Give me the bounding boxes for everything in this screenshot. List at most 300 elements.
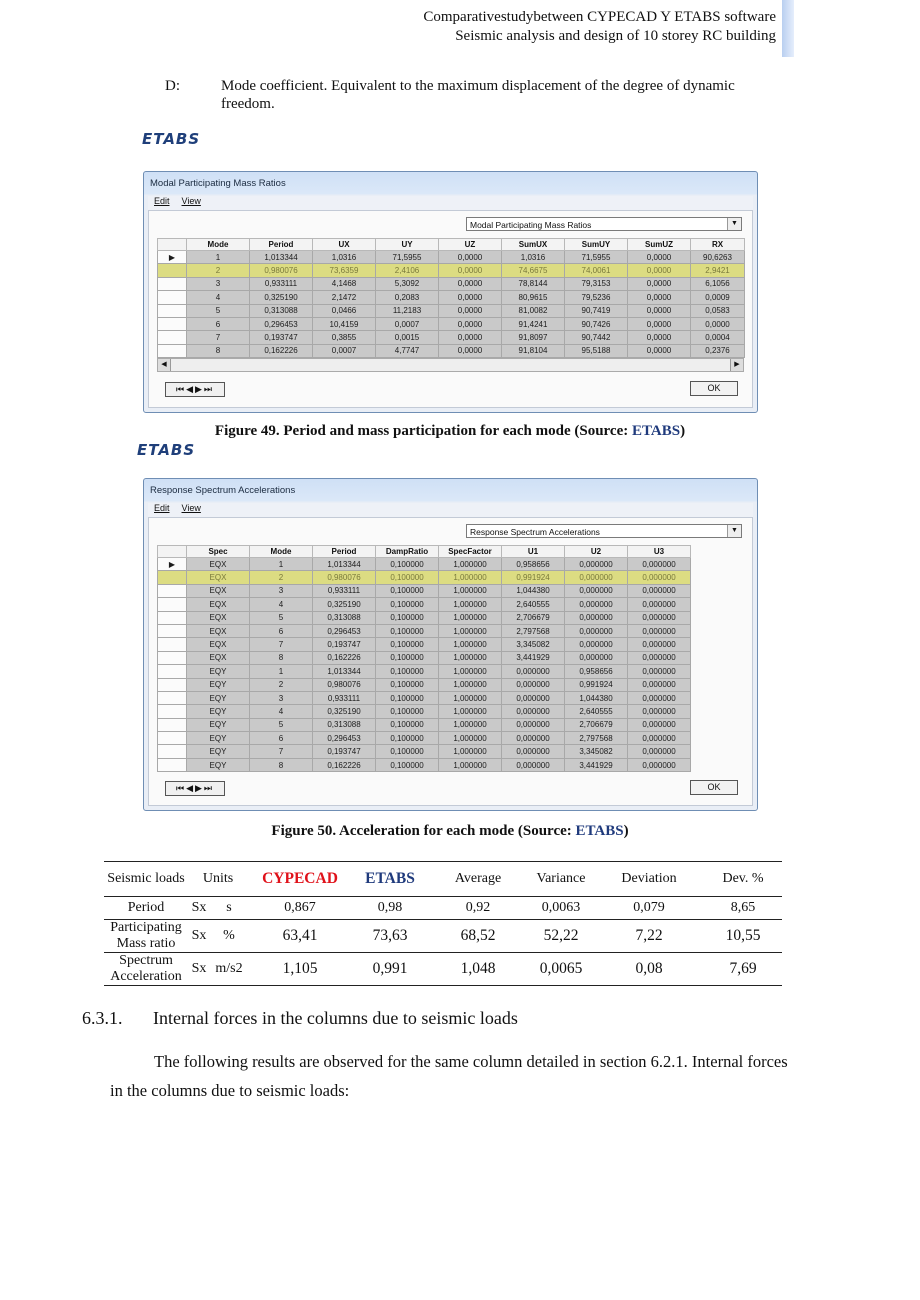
table-cell: 0,100000 (376, 651, 439, 664)
table-cell: 5 (250, 611, 313, 624)
row-selector[interactable] (158, 264, 187, 277)
table-cell: 0,313088 (250, 304, 313, 317)
table-row[interactable] (158, 705, 691, 718)
table-cell: 0,193747 (250, 331, 313, 344)
ok-button[interactable]: OK (690, 780, 738, 795)
row-cypecad: 63,41 (248, 920, 352, 953)
table-cell: 79,5236 (565, 291, 628, 304)
table-cell: 11,2183 (376, 304, 439, 317)
row-pointer-icon[interactable]: ▶ (158, 558, 187, 571)
table-cell: 5,3092 (376, 277, 439, 290)
table-row[interactable] (158, 651, 691, 664)
row-dev-pct: 10,55 (704, 920, 782, 953)
table-cell: 0,000000 (628, 732, 691, 745)
chevron-down-icon[interactable]: ▼ (727, 525, 741, 537)
table-cell: 0,2083 (376, 291, 439, 304)
table-cell: 0,193747 (313, 745, 376, 758)
table-cell: EQX (187, 584, 250, 597)
table-cell: 7 (250, 638, 313, 651)
table-cell: 0,100000 (376, 624, 439, 637)
table-cell: 0,933111 (250, 277, 313, 290)
chevron-down-icon[interactable]: ▼ (727, 218, 741, 230)
row-unit: s (210, 897, 248, 920)
row-variance: 0,0063 (528, 897, 594, 920)
table-cell: 1,000000 (439, 598, 502, 611)
header-deviation: Deviation (594, 862, 704, 897)
table-row[interactable] (158, 344, 745, 357)
table-cell: 1,0316 (313, 251, 376, 264)
table-cell: 4 (187, 291, 250, 304)
table-cell: 0,000000 (565, 558, 628, 571)
table-cell: 1,013344 (313, 665, 376, 678)
row-direction: Sx (188, 953, 210, 986)
table-cell: 0,980076 (313, 678, 376, 691)
table-cell: 0,313088 (313, 611, 376, 624)
table-cell: 5 (250, 718, 313, 731)
table-cell: 1,000000 (439, 584, 502, 597)
table-cell: EQY (187, 705, 250, 718)
etabs-logo: ETABS (137, 441, 196, 459)
table-cell: 0,933111 (313, 584, 376, 597)
table-cell: 95,5188 (565, 344, 628, 357)
table-cell: 0,000000 (502, 758, 565, 771)
table-cell: 0,0000 (439, 344, 502, 357)
row-selector[interactable] (158, 331, 187, 344)
table-row[interactable] (158, 638, 691, 651)
table-cell: 0,325190 (313, 598, 376, 611)
row-average: 1,048 (428, 953, 528, 986)
table-cell: 0,000000 (628, 651, 691, 664)
column-header[interactable]: U2 (565, 546, 628, 558)
row-selector[interactable] (158, 584, 187, 597)
window-title: Modal Participating Mass Ratios (150, 178, 286, 189)
table-cell: 2 (250, 571, 313, 584)
header-average: Average (428, 862, 528, 897)
table-cell: 1,044380 (502, 584, 565, 597)
caption-source: ETABS (575, 823, 624, 839)
row-selector[interactable] (158, 678, 187, 691)
menu-bar (148, 196, 753, 210)
header-line-1: Comparativestudybetween CYPECAD Y ETABS software (423, 9, 776, 25)
table-cell: 3,345082 (565, 745, 628, 758)
column-header[interactable]: Mode (187, 239, 250, 251)
table-cell: 1,000000 (439, 558, 502, 571)
table-cell: 0,933111 (313, 691, 376, 704)
table-row[interactable] (158, 584, 691, 597)
column-header[interactable]: SumUY (565, 239, 628, 251)
column-header[interactable]: UZ (439, 239, 502, 251)
record-navigation-buttons[interactable]: ⏮◀▶⏭ (165, 382, 225, 397)
table-cell: 0,100000 (376, 718, 439, 731)
window-title: Response Spectrum Accelerations (150, 485, 296, 496)
table-cell: 0,100000 (376, 558, 439, 571)
row-dev-pct: 8,65 (704, 897, 782, 920)
table-cell: EQX (187, 638, 250, 651)
table-cell: 0,000000 (565, 598, 628, 611)
table-cell: 0,000000 (565, 611, 628, 624)
table-row[interactable] (158, 665, 691, 678)
table-cell: 74,0061 (565, 264, 628, 277)
table-row[interactable] (158, 598, 691, 611)
section-title: Internal forces in the columns due to seismic loads (153, 1008, 518, 1028)
table-cell: 1,044380 (565, 691, 628, 704)
table-cell: 1,000000 (439, 691, 502, 704)
menu-view[interactable]: View (181, 196, 201, 206)
column-header[interactable]: DampRatio (376, 546, 439, 558)
row-selector[interactable] (158, 691, 187, 704)
row-selector[interactable] (158, 598, 187, 611)
table-cell: 6,1056 (691, 277, 745, 290)
table-cell: 0,000000 (628, 691, 691, 704)
row-variance: 0,0065 (528, 953, 594, 986)
figure-49-caption (0, 423, 900, 440)
table-cell: 1,000000 (439, 571, 502, 584)
row-cypecad: 0,867 (248, 897, 352, 920)
table-cell: 0,100000 (376, 598, 439, 611)
table-row[interactable] (158, 277, 745, 290)
table-cell: 0,100000 (376, 678, 439, 691)
column-header[interactable]: RX (691, 239, 745, 251)
header-seismic-loads: Seismic loads (104, 862, 188, 897)
table-row[interactable] (158, 264, 745, 277)
table-row[interactable] (158, 304, 745, 317)
table-cell: 1,013344 (313, 558, 376, 571)
table-cell: 1,000000 (439, 678, 502, 691)
table-row (104, 897, 782, 920)
table-cell: 0,100000 (376, 691, 439, 704)
column-header[interactable]: SumUZ (628, 239, 691, 251)
table-cell: EQX (187, 651, 250, 664)
table-cell: 0,325190 (250, 291, 313, 304)
row-unit: % (210, 920, 248, 953)
table-cell: 81,0082 (502, 304, 565, 317)
table-cell: 0,958656 (565, 665, 628, 678)
table-row[interactable] (158, 758, 691, 771)
table-row (104, 953, 782, 986)
table-cell: 0,0000 (439, 291, 502, 304)
column-header[interactable]: Spec (187, 546, 250, 558)
row-selector[interactable] (158, 651, 187, 664)
table-cell: 0,100000 (376, 758, 439, 771)
menu-bar (148, 503, 753, 517)
table-cell: 0,0007 (376, 317, 439, 330)
table-cell: 0,000000 (628, 705, 691, 718)
table-cell: 1 (250, 558, 313, 571)
dropdown-value: Response Spectrum Accelerations (470, 527, 600, 537)
horizontal-scrollbar[interactable] (157, 358, 744, 372)
table-cell: 3 (187, 277, 250, 290)
table-header-row (158, 239, 745, 251)
column-header[interactable]: UX (313, 239, 376, 251)
table-cell: 79,3153 (565, 277, 628, 290)
table-cell: 0,0000 (628, 264, 691, 277)
row-selector[interactable] (158, 732, 187, 745)
table-cell: 6 (250, 732, 313, 745)
table-cell: EQY (187, 758, 250, 771)
table-row[interactable] (158, 611, 691, 624)
table-cell: 0,100000 (376, 611, 439, 624)
header-accent-bar (782, 0, 794, 57)
etabs-logo: ETABS (142, 130, 201, 148)
row-selector[interactable] (158, 571, 187, 584)
row-selector[interactable] (158, 758, 187, 771)
table-cell: 0,296453 (313, 732, 376, 745)
table-cell: 0,100000 (376, 732, 439, 745)
table-cell: 90,7442 (565, 331, 628, 344)
row-direction: Sx (188, 897, 210, 920)
table-cell: 8 (187, 344, 250, 357)
spectrum-table (157, 545, 691, 772)
figure-50-caption (0, 823, 900, 840)
table-cell: 91,8097 (502, 331, 565, 344)
table-cell: 1,000000 (439, 718, 502, 731)
table-cell: EQX (187, 624, 250, 637)
table-cell: 0,0000 (628, 331, 691, 344)
table-cell: 0,000000 (628, 611, 691, 624)
table-cell: 1,000000 (439, 745, 502, 758)
table-cell: 1,000000 (439, 638, 502, 651)
table-cell: 0,2376 (691, 344, 745, 357)
table-cell: 0,980076 (250, 264, 313, 277)
row-etabs: 0,98 (352, 897, 428, 920)
row-selector[interactable] (158, 291, 187, 304)
record-navigation-buttons[interactable]: ⏮◀▶⏭ (165, 781, 225, 796)
table-cell: 0,0000 (439, 331, 502, 344)
table-row[interactable] (158, 331, 745, 344)
table-cell: 1,000000 (439, 651, 502, 664)
table-cell: EQY (187, 678, 250, 691)
comparison-table (104, 861, 782, 986)
table-cell: 2,640555 (565, 705, 628, 718)
table-cell: 0,991924 (565, 678, 628, 691)
row-selector[interactable] (158, 344, 187, 357)
table-cell: 7 (187, 331, 250, 344)
table-cell: 0,000000 (565, 624, 628, 637)
table-cell: 0,0000 (691, 317, 745, 330)
table-cell: 0,0000 (439, 304, 502, 317)
menu-edit[interactable]: Edit (154, 503, 170, 513)
table-cell: 0,0000 (628, 277, 691, 290)
table-cell: 0,000000 (502, 732, 565, 745)
table-cell: 1,000000 (439, 665, 502, 678)
column-header[interactable]: Mode (250, 546, 313, 558)
table-cell: 1 (250, 665, 313, 678)
table-row (104, 920, 782, 953)
table-cell: 0,0583 (691, 304, 745, 317)
table-cell: 0,000000 (628, 638, 691, 651)
row-dev-pct: 7,69 (704, 953, 782, 986)
table-row[interactable] (158, 718, 691, 731)
table-cell: 3 (250, 584, 313, 597)
table-cell: 90,7419 (565, 304, 628, 317)
table-row[interactable] (158, 291, 745, 304)
header-line-2: Seismic analysis and design of 10 storey RC building (455, 28, 776, 44)
window-content (148, 210, 753, 408)
definition-text: Mode coefficient. Equivalent to the maximum displacement of the degree of dynamic freedom. (221, 78, 735, 112)
row-selector[interactable] (158, 611, 187, 624)
row-selector[interactable] (158, 745, 187, 758)
table-cell: 0,296453 (313, 624, 376, 637)
table-row[interactable] (158, 732, 691, 745)
window-content (148, 517, 753, 806)
row-pointer-icon[interactable]: ▶ (158, 251, 187, 264)
table-cell: 80,9615 (502, 291, 565, 304)
table-cell: 0,0000 (628, 251, 691, 264)
table-cell: EQX (187, 571, 250, 584)
column-header[interactable]: UY (376, 239, 439, 251)
table-cell: 0,000000 (628, 558, 691, 571)
table-cell: 0,000000 (628, 758, 691, 771)
table-cell: 3,441929 (502, 651, 565, 664)
table-cell: 0,991924 (502, 571, 565, 584)
table-cell: 10,4159 (313, 317, 376, 330)
menu-view[interactable]: View (181, 503, 201, 513)
row-selector-header (158, 546, 187, 558)
table-row[interactable] (158, 624, 691, 637)
table-cell: 1,000000 (439, 758, 502, 771)
table-row[interactable] (158, 678, 691, 691)
table-cell: 0,3855 (313, 331, 376, 344)
row-unit: m/s2 (210, 953, 248, 986)
body-paragraph: The following results are observed for the same column detailed in section 6.2.1. Internal forces in the columns due to seismic loads: (110, 1052, 788, 1100)
table-cell: 0,000000 (628, 678, 691, 691)
row-selector[interactable] (158, 304, 187, 317)
table-cell: 0,000000 (628, 665, 691, 678)
table-cell: 0,000000 (628, 584, 691, 597)
page-header (423, 8, 776, 46)
modal-mass-ratios-window (143, 171, 758, 413)
table-cell: 0,0000 (439, 317, 502, 330)
table-cell: 0,000000 (628, 571, 691, 584)
table-cell: 0,313088 (313, 718, 376, 731)
table-cell: 1 (187, 251, 250, 264)
column-header[interactable]: Period (313, 546, 376, 558)
table-cell: 1,000000 (439, 732, 502, 745)
table-cell: 0,000000 (502, 745, 565, 758)
table-cell: 71,5955 (376, 251, 439, 264)
row-selector[interactable] (158, 718, 187, 731)
table-cell: 6 (250, 624, 313, 637)
table-cell: 91,4241 (502, 317, 565, 330)
table-row[interactable] (158, 571, 691, 584)
column-header[interactable]: Period (250, 239, 313, 251)
table-row[interactable] (158, 558, 691, 571)
table-cell: 0,100000 (376, 705, 439, 718)
table-row[interactable] (158, 691, 691, 704)
row-deviation: 0,08 (594, 953, 704, 986)
header-variance: Variance (528, 862, 594, 897)
table-select-dropdown[interactable] (466, 524, 742, 538)
row-selector[interactable] (158, 317, 187, 330)
row-selector[interactable] (158, 665, 187, 678)
row-selector-header (158, 239, 187, 251)
table-cell: EQY (187, 745, 250, 758)
row-selector[interactable] (158, 638, 187, 651)
caption-end: ) (623, 823, 629, 839)
table-cell: 0,000000 (565, 584, 628, 597)
ok-button[interactable]: OK (690, 381, 738, 396)
menu-edit[interactable]: Edit (154, 196, 170, 206)
table-cell: 0,0000 (439, 251, 502, 264)
row-deviation: 7,22 (594, 920, 704, 953)
table-cell: 0,162226 (313, 651, 376, 664)
caption-text: Figure 49. Period and mass participation for each mode (Source: (214, 423, 632, 439)
response-spectrum-window (143, 478, 758, 811)
table-cell: 6 (187, 317, 250, 330)
header-dev-pct: Dev. % (704, 862, 782, 897)
row-name: Period (104, 897, 188, 920)
table-cell: 0,000000 (565, 651, 628, 664)
table-cell: 0,980076 (313, 571, 376, 584)
table-cell: 90,7426 (565, 317, 628, 330)
table-row[interactable] (158, 317, 745, 330)
caption-source: ETABS (631, 423, 681, 439)
table-cell: 0,000000 (502, 678, 565, 691)
row-selector[interactable] (158, 277, 187, 290)
table-cell: 0,0000 (439, 264, 502, 277)
table-cell: 0,000000 (502, 691, 565, 704)
table-cell: 0,0000 (628, 304, 691, 317)
row-selector[interactable] (158, 624, 187, 637)
table-cell: 74,6675 (502, 264, 565, 277)
table-cell: EQY (187, 691, 250, 704)
header-units: Units (188, 862, 248, 897)
row-average: 68,52 (428, 920, 528, 953)
table-row[interactable] (158, 745, 691, 758)
table-cell: EQY (187, 665, 250, 678)
table-cell: 2,1472 (313, 291, 376, 304)
column-header[interactable]: SpecFactor (439, 546, 502, 558)
header-etabs: ETABS (352, 862, 428, 897)
column-header[interactable]: SumUX (502, 239, 565, 251)
table-cell: 2 (187, 264, 250, 277)
table-cell: 4,7747 (376, 344, 439, 357)
caption-end: ) (680, 423, 686, 439)
table-cell: 0,000000 (565, 571, 628, 584)
table-cell: 0,100000 (376, 584, 439, 597)
scroll-right-icon[interactable]: ▶ (730, 359, 743, 371)
table-cell: 8 (250, 758, 313, 771)
caption-text: Figure 50. Acceleration for each mode (Source: (271, 823, 576, 839)
table-row[interactable] (158, 251, 745, 264)
table-cell: EQY (187, 718, 250, 731)
comparison-header-row (104, 862, 782, 897)
column-header[interactable]: U3 (628, 546, 691, 558)
table-cell: 0,0004 (691, 331, 745, 344)
column-header[interactable]: U1 (502, 546, 565, 558)
table-select-dropdown[interactable] (466, 217, 742, 231)
table-cell: 3,441929 (565, 758, 628, 771)
row-etabs: 0,991 (352, 953, 428, 986)
table-cell: 0,0015 (376, 331, 439, 344)
row-selector[interactable] (158, 705, 187, 718)
table-cell: 0,162226 (250, 344, 313, 357)
table-cell: 0,0009 (691, 291, 745, 304)
table-cell: 0,325190 (313, 705, 376, 718)
row-average: 0,92 (428, 897, 528, 920)
table-cell: 0,000000 (502, 718, 565, 731)
table-cell: 3,345082 (502, 638, 565, 651)
table-cell: 0,000000 (502, 665, 565, 678)
row-cypecad: 1,105 (248, 953, 352, 986)
table-cell: 0,000000 (628, 598, 691, 611)
scroll-left-icon[interactable]: ◀ (158, 359, 171, 371)
table-cell: 2,797568 (502, 624, 565, 637)
table-cell: 2,640555 (502, 598, 565, 611)
table-cell: 7 (250, 745, 313, 758)
table-cell: 0,100000 (376, 665, 439, 678)
table-cell: 0,000000 (628, 745, 691, 758)
